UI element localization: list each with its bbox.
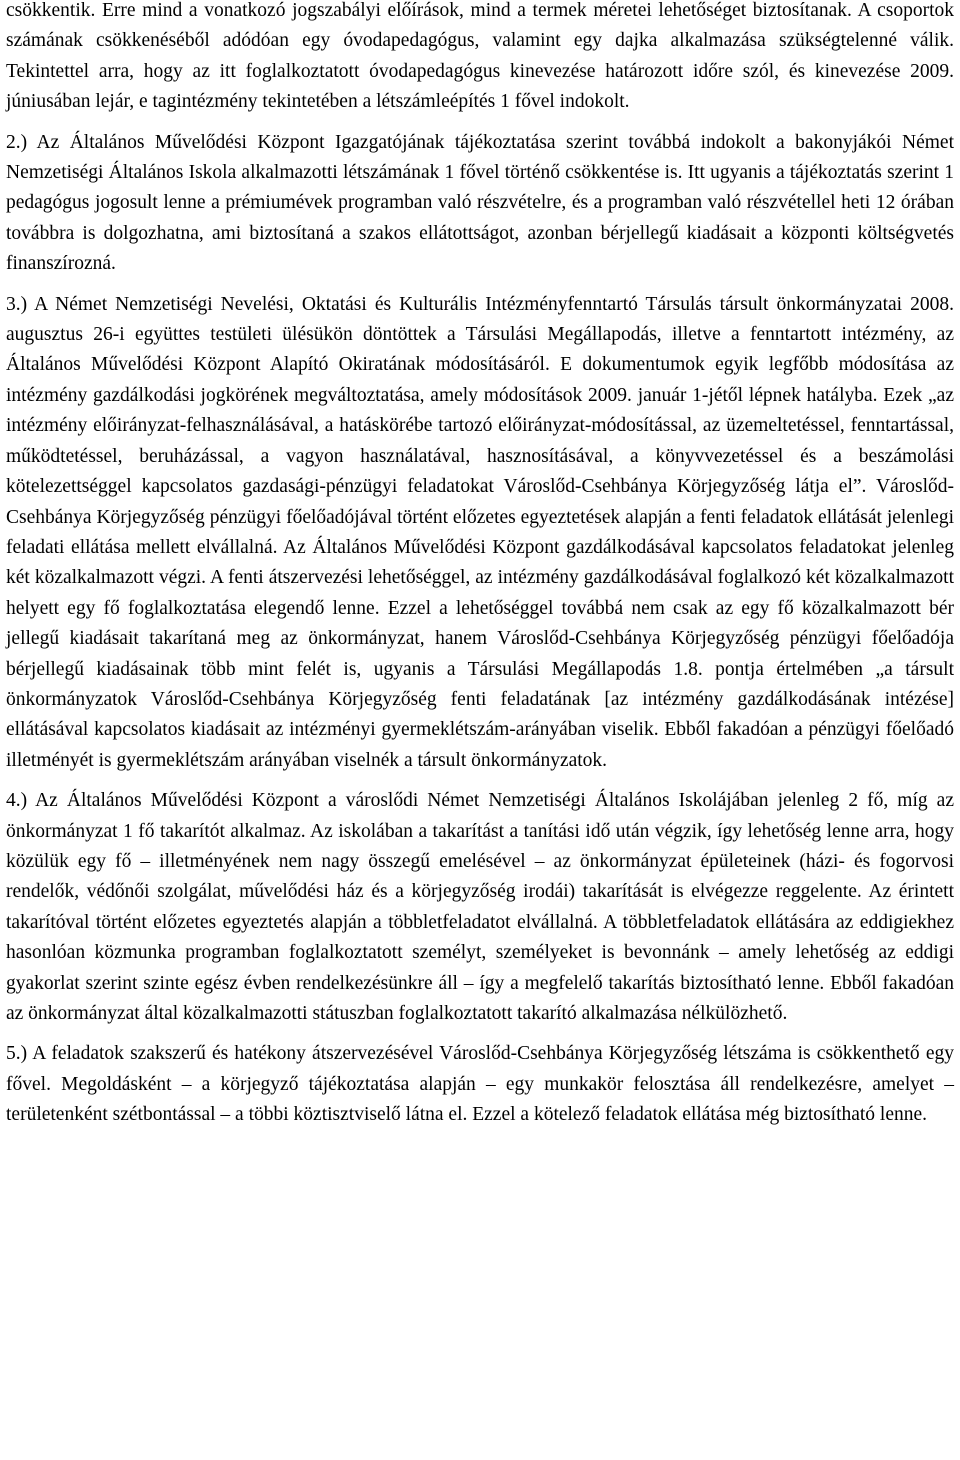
paragraph-2: 2.) Az Általános Művelődési Központ Igazgatójának tájékoztatása szerint továbbá indokolt a bakonyjákói Német Nemzetiségi Általános Iskola alkalmazotti létszámának 1 fővel történő csökkentése is. Itt ugyanis a tájékoztatás szerint 1 pedagógus jogosult lenne a prémiumévek programban való részvételre, és a programban való részvétellel heti 12 órában továbbra is dolgozhatna, ami biztosítaná a szakos ellátottságot, azonban bérjellegű kiadásait a központi költségvetés finanszírozná. <box>6 131 954 275</box>
paragraph-4: 4.) Az Általános Művelődési Központ a városlődi Német Nemzetiségi Általános Iskolájában jelenleg 2 fő, míg az önkormányzat 1 fő takarítót alkalmaz. Az iskolában a takarítást a tanítási idő után végzik, így lehetőség lenne arra, hogy közülük egy fő – illetményének nem nagy összegű emelésével – az önkormányzat épületeinek (házi- és fogorvosi rendelők, védőnői szolgálat, művelődési ház és a körjegyzőség irodái) takarítását is elvégezze reggelente. Az érintett takarítóval történt előzetes egyeztetés alapján a többletfeladatot elvállalná. A többletfeladatok ellátására az eddigiekhez hasonlóan közmunka programban foglalkoztatott személyt, személyeket is bevonnánk – amely lehetőség az eddigi gyakorlat szerint szinte egész évben rendelkezésünkre áll – így a megfelelő takarítás biztosítható lenne. Ebből fakadóan az önkormányzat által közalkalmazotti státuszban foglalkoztatott takarító alkalmazása nélkülözhető. <box>6 790 954 1024</box>
paragraph-5: 5.) A feladatok szakszerű és hatékony átszervezésével Városlőd-Csehbánya Körjegyzőség létszáma is csökkenthető egy fővel. Megoldásként – a körjegyző tájékoztatása alapján – egy munkakör felosztása áll rendelkezésre, amelyet – területenként szétbontással – a többi köztisztviselő látna el. Ezzel a kötelező feladatok ellátása még biztosítható lenne. <box>6 1043 954 1126</box>
paragraph-intro-continuation: csökkentik. Erre mind a vonatkozó jogszabályi előírások, mind a termek méretei lehetőséget biztosítanak. A csoportok számának csökkenéséből adódóan egy óvodapedagógus, valamint egy dajka alkalmazása szükségtelenné válik. Tekintettel arra, hogy az itt foglalkoztatott óvodapedagógus kinevezése határozott időre szól, és kinevezése 2009. júniusában lejár, e tagintézmény tekintetében a létszámleépítés 1 fővel indokolt. <box>6 0 954 113</box>
paragraph-3: 3.) A Német Nemzetiségi Nevelési, Oktatási és Kulturális Intézményfenntartó Társulás társult önkormányzatai 2008. augusztus 26-i együttes testületi ülésükön döntöttek a Társulási Megállapodás, illetve a fenntartott intézmény, az Általános Művelődési Központ Alapító Okiratának módosításáról. E dokumentumok egyik legfőbb módosítása az intézmény gazdálkodási jogkörének megváltoztatása, amely módosítások 2009. január 1-jétől lépnek hatályba. Ezek „az intézmény előirányzat-felhasználásával, a hatáskörébe tartozó előirányzat-módosítással, az üzemeltetéssel, fenntartással, működtetéssel, beruházással, a vagyon használatával, hasznosításával, a könyvvezetéssel és a beszámolási kötelezettséggel kapcsolatos gazdasági-pénzügyi feladatokat Városlőd-Csehbánya Körjegyzőség látja el”. Városlőd-Csehbánya Körjegyzőség pénzügyi főelőadójával történt előzetes egyeztetések alapján a fenti feladatok ellátását jelenlegi feladati ellátása mellett elvállalná. Az Általános Művelődési Központ gazdálkodásával kapcsolatos feladatokat jelenleg két közalkalmazott végzi. A fenti átszervezési lehetőséggel, az intézmény gazdálkodásával foglalkozó két közalkalmazott helyett egy fő foglalkoztatása elegendő lenne. Ezzel a lehetőséggel továbbá nem csak az egy fő közalkalmazott bér jellegű kiadásait takarítaná meg az önkormányzat, hanem Városlőd-Csehbánya Körjegyzőség pénzügyi főelőadója bérjellegű kiadásainak több mint felét is, ugyanis a Társulási Megállapodás 1.8. pontja értelmében „a társult önkormányzatok Városlőd-Csehbánya Körjegyzőség fenti feladatának [az intézmény gazdálkodásának intézése] ellátásával kapcsolatos kiadásait az intézményi gyermeklétszám-arányában viselik. Ebből fakadóan a pénzügyi főelőadó illetményét is gyermeklétszám arányában viselnék a társult önkormányzatok. <box>6 293 954 771</box>
